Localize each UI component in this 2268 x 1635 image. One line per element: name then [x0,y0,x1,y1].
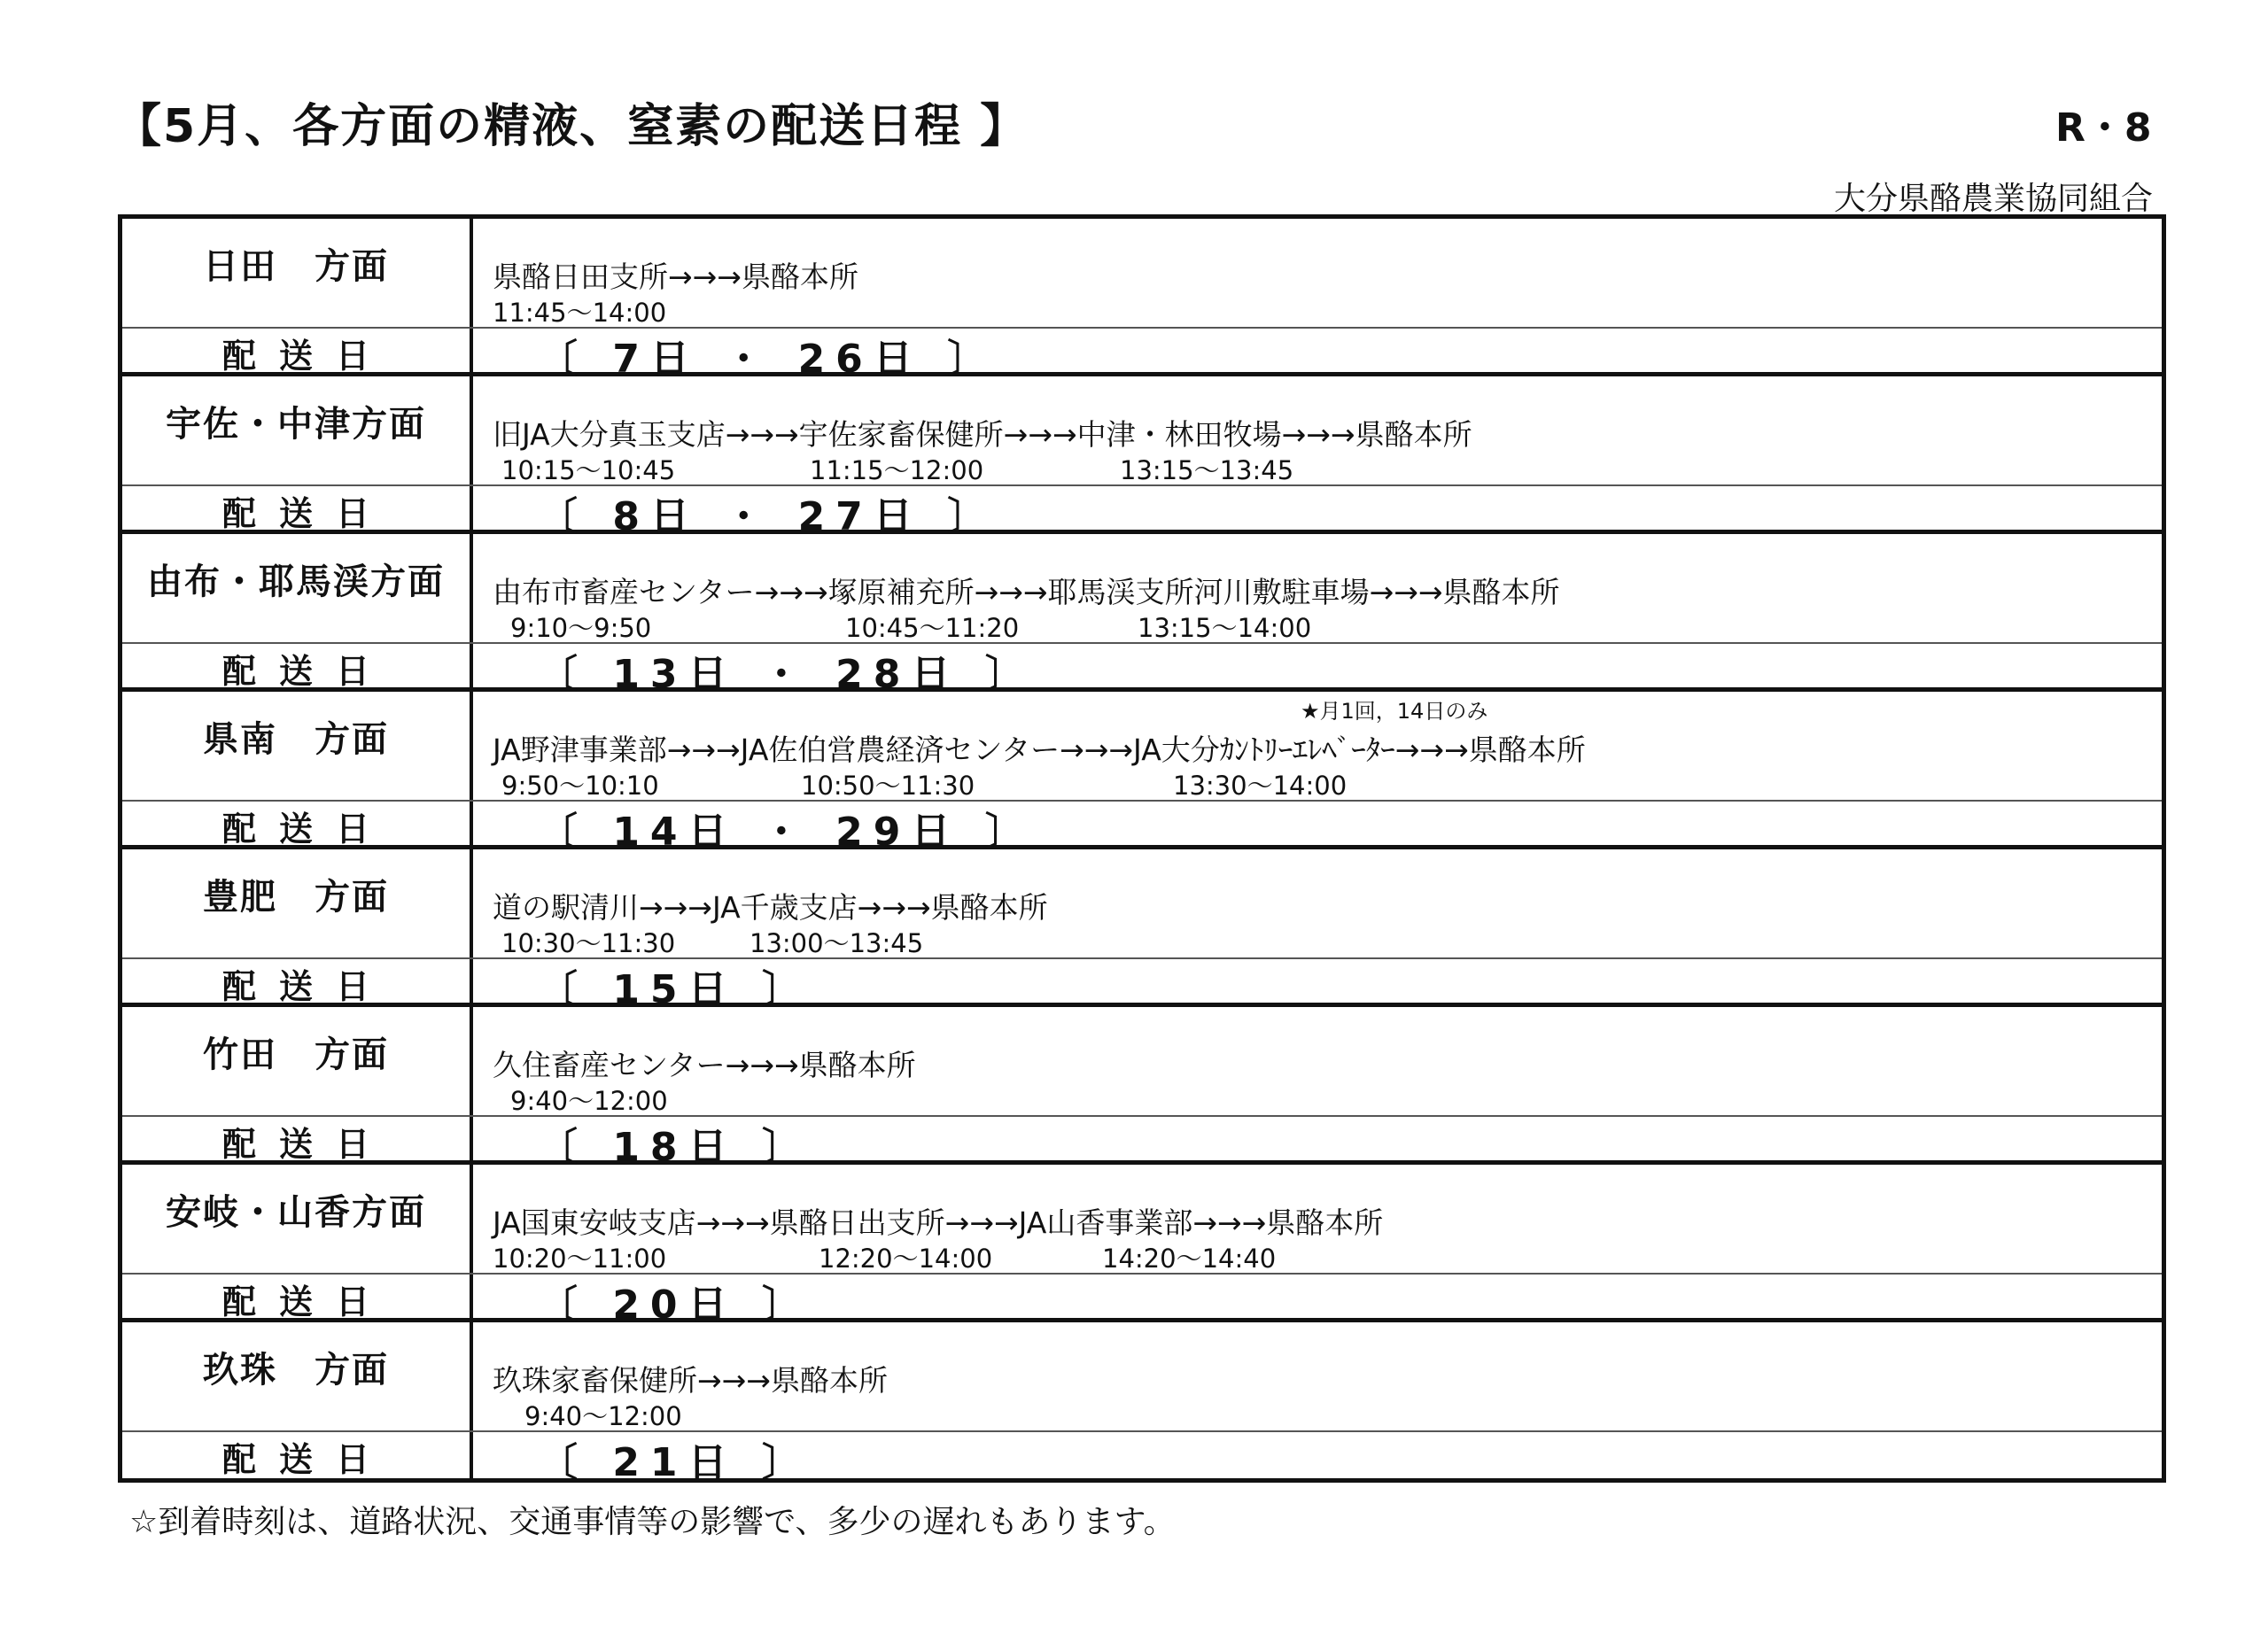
schedule-row [122,849,2162,1012]
delivery-day-label: 配送日 [221,810,392,848]
time-slot: 10:20～11:00 [493,1244,667,1274]
label-cell [122,534,473,691]
delivery-days: 〔 21日 〕 [539,1440,812,1485]
label-cell [122,692,473,848]
label-cell [122,219,473,376]
delivery-day-label: 配送日 [221,1282,392,1321]
time-slot: 11:45～14:00 [493,298,667,328]
route-cell [477,1007,2162,1170]
route-times [493,1081,2176,1116]
delivery-day-label: 配送日 [221,1125,392,1164]
delivery-day-label: 配送日 [221,652,392,691]
label-cell [122,1165,473,1321]
area-name: 県南 方面 [203,719,389,760]
schedule-row [122,376,2162,539]
time-slot: 11:15～12:00 [810,455,984,485]
area-name: 日田 方面 [203,246,389,287]
footnote: ☆到着時刻は、道路状況、交通事情等の影響で、多少の遅れもあります。 [129,1504,1176,1540]
delivery-day-label: 配送日 [221,1440,392,1479]
delivery-days: 〔 14日 ・ 29日 〕 [539,810,1035,855]
delivery-days: 〔 18日 〕 [539,1125,812,1170]
route-times [493,924,2176,958]
delivery-day-label: 配送日 [221,967,392,1006]
route-text: 久住畜産センター→→→県酪本所 [493,1048,916,1082]
label-cell [122,1322,473,1478]
time-slot: 12:20～14:00 [819,1244,993,1274]
route-cell [477,1165,2162,1328]
organization-name: 大分県酪農業協同組合 [1833,181,2153,217]
route-cell [477,1322,2162,1485]
route-text: 県酪日田支所→→→県酪本所 [493,260,858,294]
delivery-days: 〔 8日 ・ 27日 〕 [539,494,998,539]
delivery-schedule-table [118,214,2166,1483]
time-slot: 10:15～10:45 [501,455,676,485]
time-slot: 9:50～10:10 [501,771,659,801]
delivery-days: 〔 20日 〕 [539,1282,812,1328]
time-slot: 13:00～13:45 [750,928,924,958]
area-name: 由布・耶馬渓方面 [147,562,445,602]
schedule-row [122,1322,2162,1485]
route-cell [477,692,2162,855]
time-slot: 14:20～14:40 [1102,1244,1277,1274]
time-slot: 10:50～11:30 [801,771,975,801]
schedule-row [122,534,2162,697]
route-text: 道の駅清川→→→JA千歳支店→→→県酪本所 [493,890,1048,925]
schedule-row [122,1165,2162,1328]
route-cell [477,849,2162,1012]
time-slot: 9:10～9:50 [510,613,652,643]
route-cell [477,219,2162,382]
label-cell [122,376,473,533]
label-cell [122,1007,473,1164]
route-times [493,293,2176,328]
schedule-row [122,692,2162,855]
route-text: 由布市畜産センター→→→塚原補充所→→→耶馬渓支所河川敷駐車場→→→県酪本所 [493,575,1560,609]
route-cell [477,376,2162,539]
time-slot: 9:40～12:00 [510,1086,668,1116]
route-times [493,451,2176,485]
area-name: 豊肥 方面 [203,877,389,918]
route-times [493,1397,2176,1431]
time-slot: 13:15～14:00 [1138,613,1312,643]
time-slot: 10:30～11:30 [501,928,676,958]
time-slot: 10:45～11:20 [845,613,1020,643]
delivery-day-label: 配送日 [221,494,392,533]
label-cell [122,849,473,1006]
route-text: JA野津事業部→→→JA佐伯営農経済センター→→→JA大分ｶﾝﾄﾘｰｴﾚﾍﾞｰﾀｰ→→→県酪本所 [493,732,1586,767]
delivery-days: 〔 15日 〕 [539,967,812,1012]
page-code: R・8 [2055,105,2152,151]
time-slot: 9:40～12:00 [524,1401,682,1431]
route-times [493,608,2176,643]
route-times [493,1239,2176,1274]
route-text: JA国東安岐支店→→→県酪日出支所→→→JA山香事業部→→→県酪本所 [493,1205,1384,1240]
route-times [493,766,2176,801]
area-name: 安岐・山香方面 [166,1192,426,1233]
area-name: 竹田 方面 [203,1034,389,1075]
time-slot: 13:30～14:00 [1173,771,1348,801]
area-name: 宇佐・中津方面 [166,404,426,445]
delivery-days: 〔 13日 ・ 28日 〕 [539,652,1035,697]
page-title: 【5月、各方面の精液、窒素の配送日程 】 [115,100,1029,153]
area-name: 玖珠 方面 [203,1350,389,1391]
delivery-days: 〔 7日 ・ 26日 〕 [539,337,998,382]
route-note: ★月1回，14日のみ [1301,699,1488,724]
schedule-row [122,1007,2162,1170]
time-slot: 13:15～13:45 [1120,455,1294,485]
delivery-day-label: 配送日 [221,337,392,376]
route-text: 玖珠家畜保健所→→→県酪本所 [493,1363,888,1398]
schedule-row [122,219,2162,382]
route-text: 旧JA大分真玉支店→→→宇佐家畜保健所→→→中津・林田牧場→→→県酪本所 [493,417,1472,452]
route-cell [477,534,2162,697]
